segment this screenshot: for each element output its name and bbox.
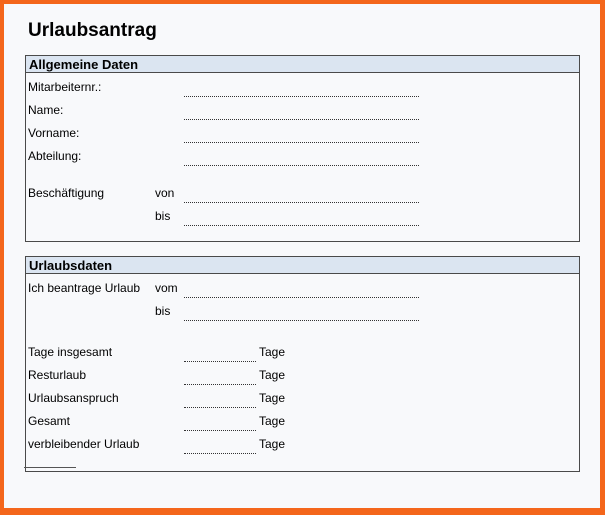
field-employee-number[interactable] <box>184 96 419 97</box>
section-vacation-data-header: Urlaubsdaten <box>26 257 579 274</box>
section-general-data-header: Allgemeine Daten <box>26 56 579 73</box>
days-row-label: verbleibender Urlaub <box>28 437 140 451</box>
field-label-name: Name: <box>28 103 64 117</box>
section-general-data <box>25 55 580 242</box>
section-vacation-data <box>25 256 580 472</box>
days-row-label: Resturlaub <box>28 368 87 382</box>
vacation-to-label: bis <box>155 304 171 318</box>
vacation-request-label: Ich beantrage Urlaub <box>28 281 141 295</box>
days-row-label: Gesamt <box>28 414 71 428</box>
field-vacation-from[interactable] <box>184 297 419 298</box>
vacation-from-label: vom <box>155 281 178 295</box>
field-days-total[interactable] <box>184 361 256 362</box>
field-leave-remaining[interactable] <box>184 453 256 454</box>
employment-from-label: von <box>155 186 175 200</box>
field-vacation-to[interactable] <box>184 320 419 321</box>
field-department[interactable] <box>184 165 419 166</box>
cropped-line-fragment <box>24 467 76 476</box>
form-title: Urlaubsantrag <box>28 20 157 41</box>
field-total[interactable] <box>184 430 256 431</box>
field-leave-entitlement[interactable] <box>184 407 256 408</box>
field-name[interactable] <box>184 119 419 120</box>
employment-to-label: bis <box>155 209 171 223</box>
days-unit: Tage <box>259 437 286 451</box>
days-row-label: Tage insgesamt <box>28 345 113 359</box>
field-remaining-leave[interactable] <box>184 384 256 385</box>
days-unit: Tage <box>259 345 286 359</box>
field-label-employee-number: Mitarbeiternr.: <box>28 80 102 94</box>
field-first-name[interactable] <box>184 142 419 143</box>
days-unit: Tage <box>259 368 286 382</box>
days-row-label: Urlaubsanspruch <box>28 391 119 405</box>
field-label-first-name: Vorname: <box>28 126 80 140</box>
form-sheet <box>4 4 600 508</box>
days-unit: Tage <box>259 414 286 428</box>
days-unit: Tage <box>259 391 286 405</box>
field-employment-from[interactable] <box>184 202 419 203</box>
employment-label: Beschäftigung <box>28 186 105 200</box>
field-employment-to[interactable] <box>184 225 419 226</box>
field-label-department: Abteilung: <box>28 149 82 163</box>
